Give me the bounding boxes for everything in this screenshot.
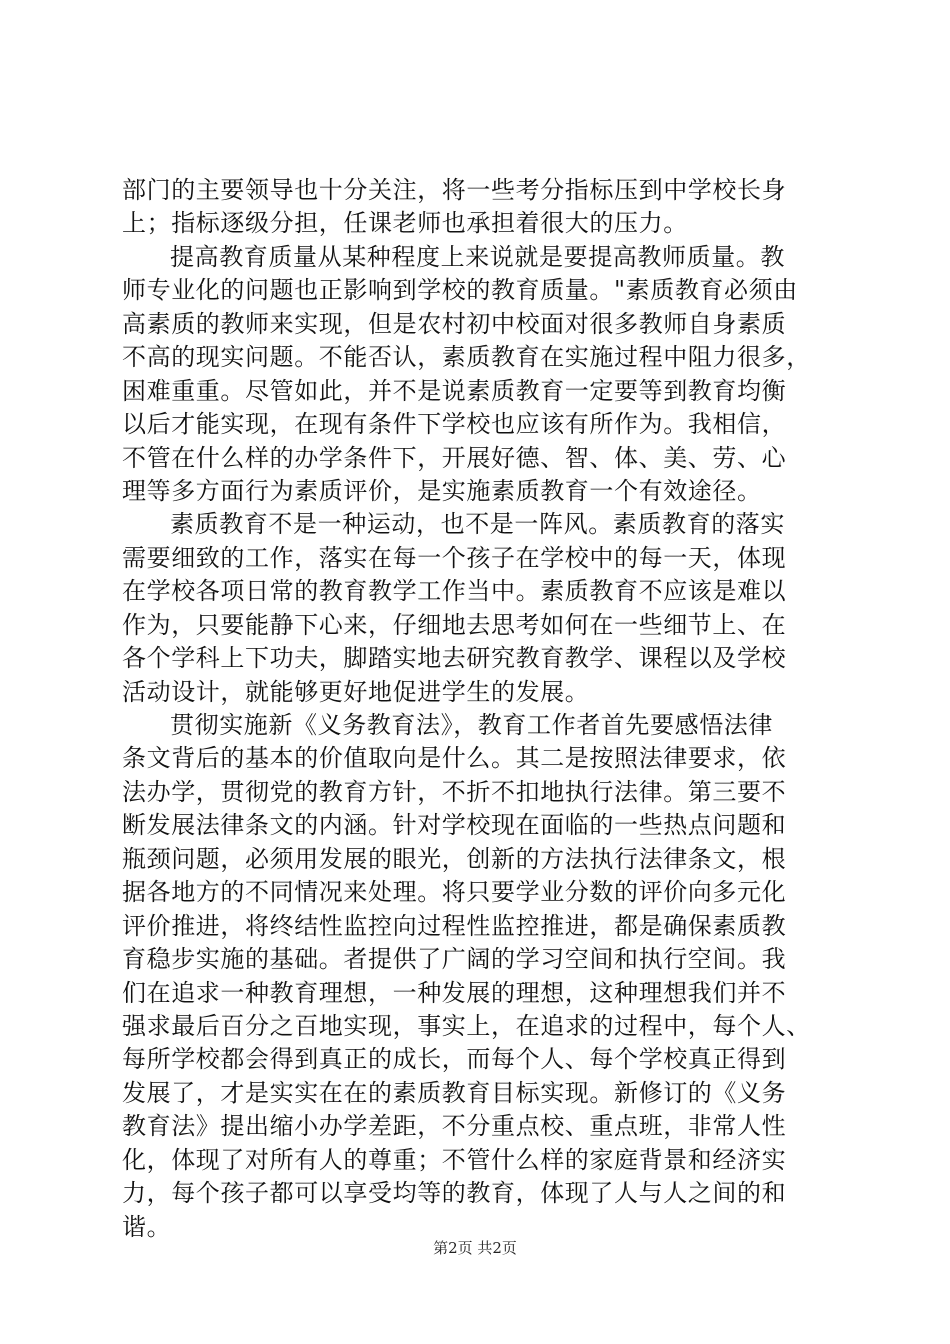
text-line: 评价推进，将终结性监控向过程性监控推进，都是确保素质教 <box>122 911 787 940</box>
text-line: 们在追求一种教育理想，一种发展的理想，这种理想我们并不 <box>122 978 787 1007</box>
text-line: 师专业化的问题也正影响到学校的教育质量。"素质教育必须由 <box>122 276 798 305</box>
text-line: 力，每个孩子都可以享受均等的教育，体现了人与人之间的和 <box>122 1179 787 1208</box>
text-line: 提高教育质量从某种程度上来说就是要提高教师质量。教 <box>170 242 785 271</box>
text-line: 在学校各项日常的教育教学工作当中。素质教育不应该是难以 <box>122 577 787 606</box>
paragraph <box>122 508 836 709</box>
text-line: 发展了，才是实实在在的素质教育目标实现。新修订的《义务 <box>122 1078 787 1107</box>
text-line: 以后才能实现，在现有条件下学校也应该有所作为。我相信， <box>122 410 787 439</box>
paragraph <box>122 241 836 509</box>
text-line: 需要细致的工作，落实在每一个孩子在学校中的每一天，体现 <box>122 543 787 572</box>
text-line: 不高的现实问题。不能否认，素质教育在实施过程中阻力很多， <box>122 343 811 372</box>
paragraph <box>122 709 836 1244</box>
text-line: 强求最后百分之百地实现，事实上，在追求的过程中，每个人、 <box>122 1011 811 1040</box>
text-line: 每所学校都会得到真正的成长，而每个人、每个学校真正得到 <box>122 1045 787 1074</box>
text-line: 素质教育不是一种运动，也不是一阵风。素质教育的落实 <box>170 510 785 539</box>
text-line: 谐。 <box>122 1212 172 1241</box>
text-line: 各个学科上下功夫，脚踏实地去研究教育教学、课程以及学校 <box>122 644 787 673</box>
text-line: 困难重重。尽管如此，并不是说素质教育一定要等到教育均衡 <box>122 376 787 405</box>
text-line: 教育法》提出缩小办学差距，不分重点校、重点班，非常人性 <box>122 1112 787 1141</box>
text-line: 活动设计，就能够更好地促进学生的发展。 <box>122 677 590 706</box>
text-line: 育稳步实施的基础。者提供了广阔的学习空间和执行空间。我 <box>122 945 787 974</box>
text-line: 法办学，贯彻党的教育方针，不折不扣地执行法律。第三要不 <box>122 777 787 806</box>
text-line: 化，体现了对所有人的尊重；不管什么样的家庭背景和经济实 <box>122 1145 787 1174</box>
text-line: 部门的主要领导也十分关注，将一些考分指标压到中学校长身 <box>122 176 787 204</box>
page-footer: 第2页 共2页 <box>433 1239 517 1257</box>
text-line: 瓶颈问题，必须用发展的眼光，创新的方法执行法律条文，根 <box>122 844 787 873</box>
text-line: 上；指标逐级分担，任课老师也承担着很大的压力。 <box>122 209 688 238</box>
text-line: 不管在什么样的办学条件下，开展好德、智、体、美、劳、心 <box>122 443 787 472</box>
text-line: 作为，只要能静下心来，仔细地去思考如何在一些细节上、在 <box>122 610 787 639</box>
text-line: 断发展法律条文的内涵。针对学校现在面临的一些热点问题和 <box>122 811 787 840</box>
text-line: 条文背后的基本的价值取向是什么。其二是按照法律要求，依 <box>122 744 787 773</box>
paragraph <box>122 174 836 241</box>
text-line: 贯彻实施新《义务教育法》，教育工作者首先要感悟法律 <box>170 711 773 739</box>
document-body <box>122 174 836 1244</box>
text-line: 理等多方面行为素质评价，是实施素质教育一个有效途径。 <box>122 476 762 505</box>
text-line: 高素质的教师来实现，但是农村初中校面对很多教师自身素质 <box>122 309 787 338</box>
text-line: 据各地方的不同情况来处理。将只要学业分数的评价向多元化 <box>122 878 787 907</box>
